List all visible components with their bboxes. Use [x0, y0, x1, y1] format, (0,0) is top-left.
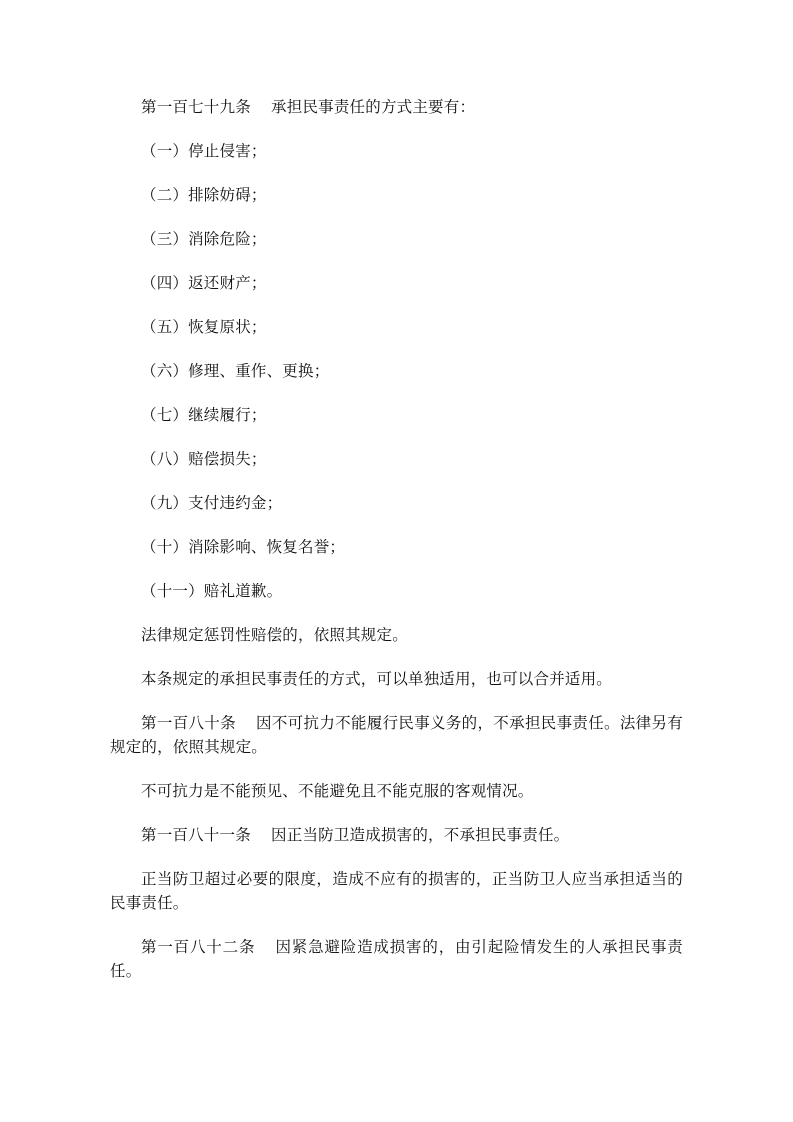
document-body: [110, 96, 683, 984]
paragraph-item-9: （九）支付违约金；: [141, 495, 283, 513]
paragraph-excessive-self-defense: 正当防卫超过必要的限度，造成不应有的损害的，正当防卫人应当承担适当的民事责任。: [110, 871, 683, 913]
paragraph-item-2: （二）排除妨碍；: [141, 187, 267, 205]
paragraph-item-3: （三）消除危险；: [141, 231, 267, 249]
paragraph-item-10: （十）消除影响、恢复名誉；: [141, 539, 346, 557]
paragraph-article-181: [110, 824, 683, 848]
paragraph-punitive-damages: 法律规定惩罚性赔偿的，依照其规定。: [141, 627, 408, 645]
paragraph-item-7: （七）继续履行；: [141, 407, 267, 425]
paragraph-text: 因紧急避险造成损害的，由引起险情发生的人承担民事责任。: [110, 939, 683, 981]
article-number: 第一百八十条: [141, 715, 236, 733]
paragraph-item-11: （十一）赔礼道歉。: [141, 583, 283, 601]
paragraph-item-4: （四）返还财产；: [141, 275, 267, 293]
paragraph-item-1: （一）停止侵害；: [141, 143, 267, 161]
paragraph-item-8: （八）赔偿损失；: [141, 451, 267, 469]
paragraph-force-majeure-definition: 不可抗力是不能预见、不能避免且不能克服的客观情况。: [141, 783, 534, 801]
article-number: 第一百八十二条: [141, 939, 256, 957]
paragraph-article-180: [110, 712, 683, 760]
paragraph-text: 因不可抗力不能履行民事义务的，不承担民事责任。法律另有规定的，依照其规定。: [110, 715, 683, 757]
article-number: 第一百七十九条: [141, 99, 251, 116]
paragraph-text: 承担民事责任的方式主要有：: [271, 99, 476, 116]
paragraph-article-179: [110, 96, 683, 120]
article-number: 第一百八十一条: [141, 827, 251, 845]
paragraph-article-182: [110, 936, 683, 984]
paragraph-item-6: （六）修理、重作、更换；: [141, 363, 330, 381]
paragraph-item-5: （五）恢复原状；: [141, 319, 267, 337]
paragraph-text: 因正当防卫造成损害的，不承担民事责任。: [271, 827, 570, 845]
paragraph-application-modes: 本条规定的承担民事责任的方式，可以单独适用，也可以合并适用。: [141, 671, 613, 689]
